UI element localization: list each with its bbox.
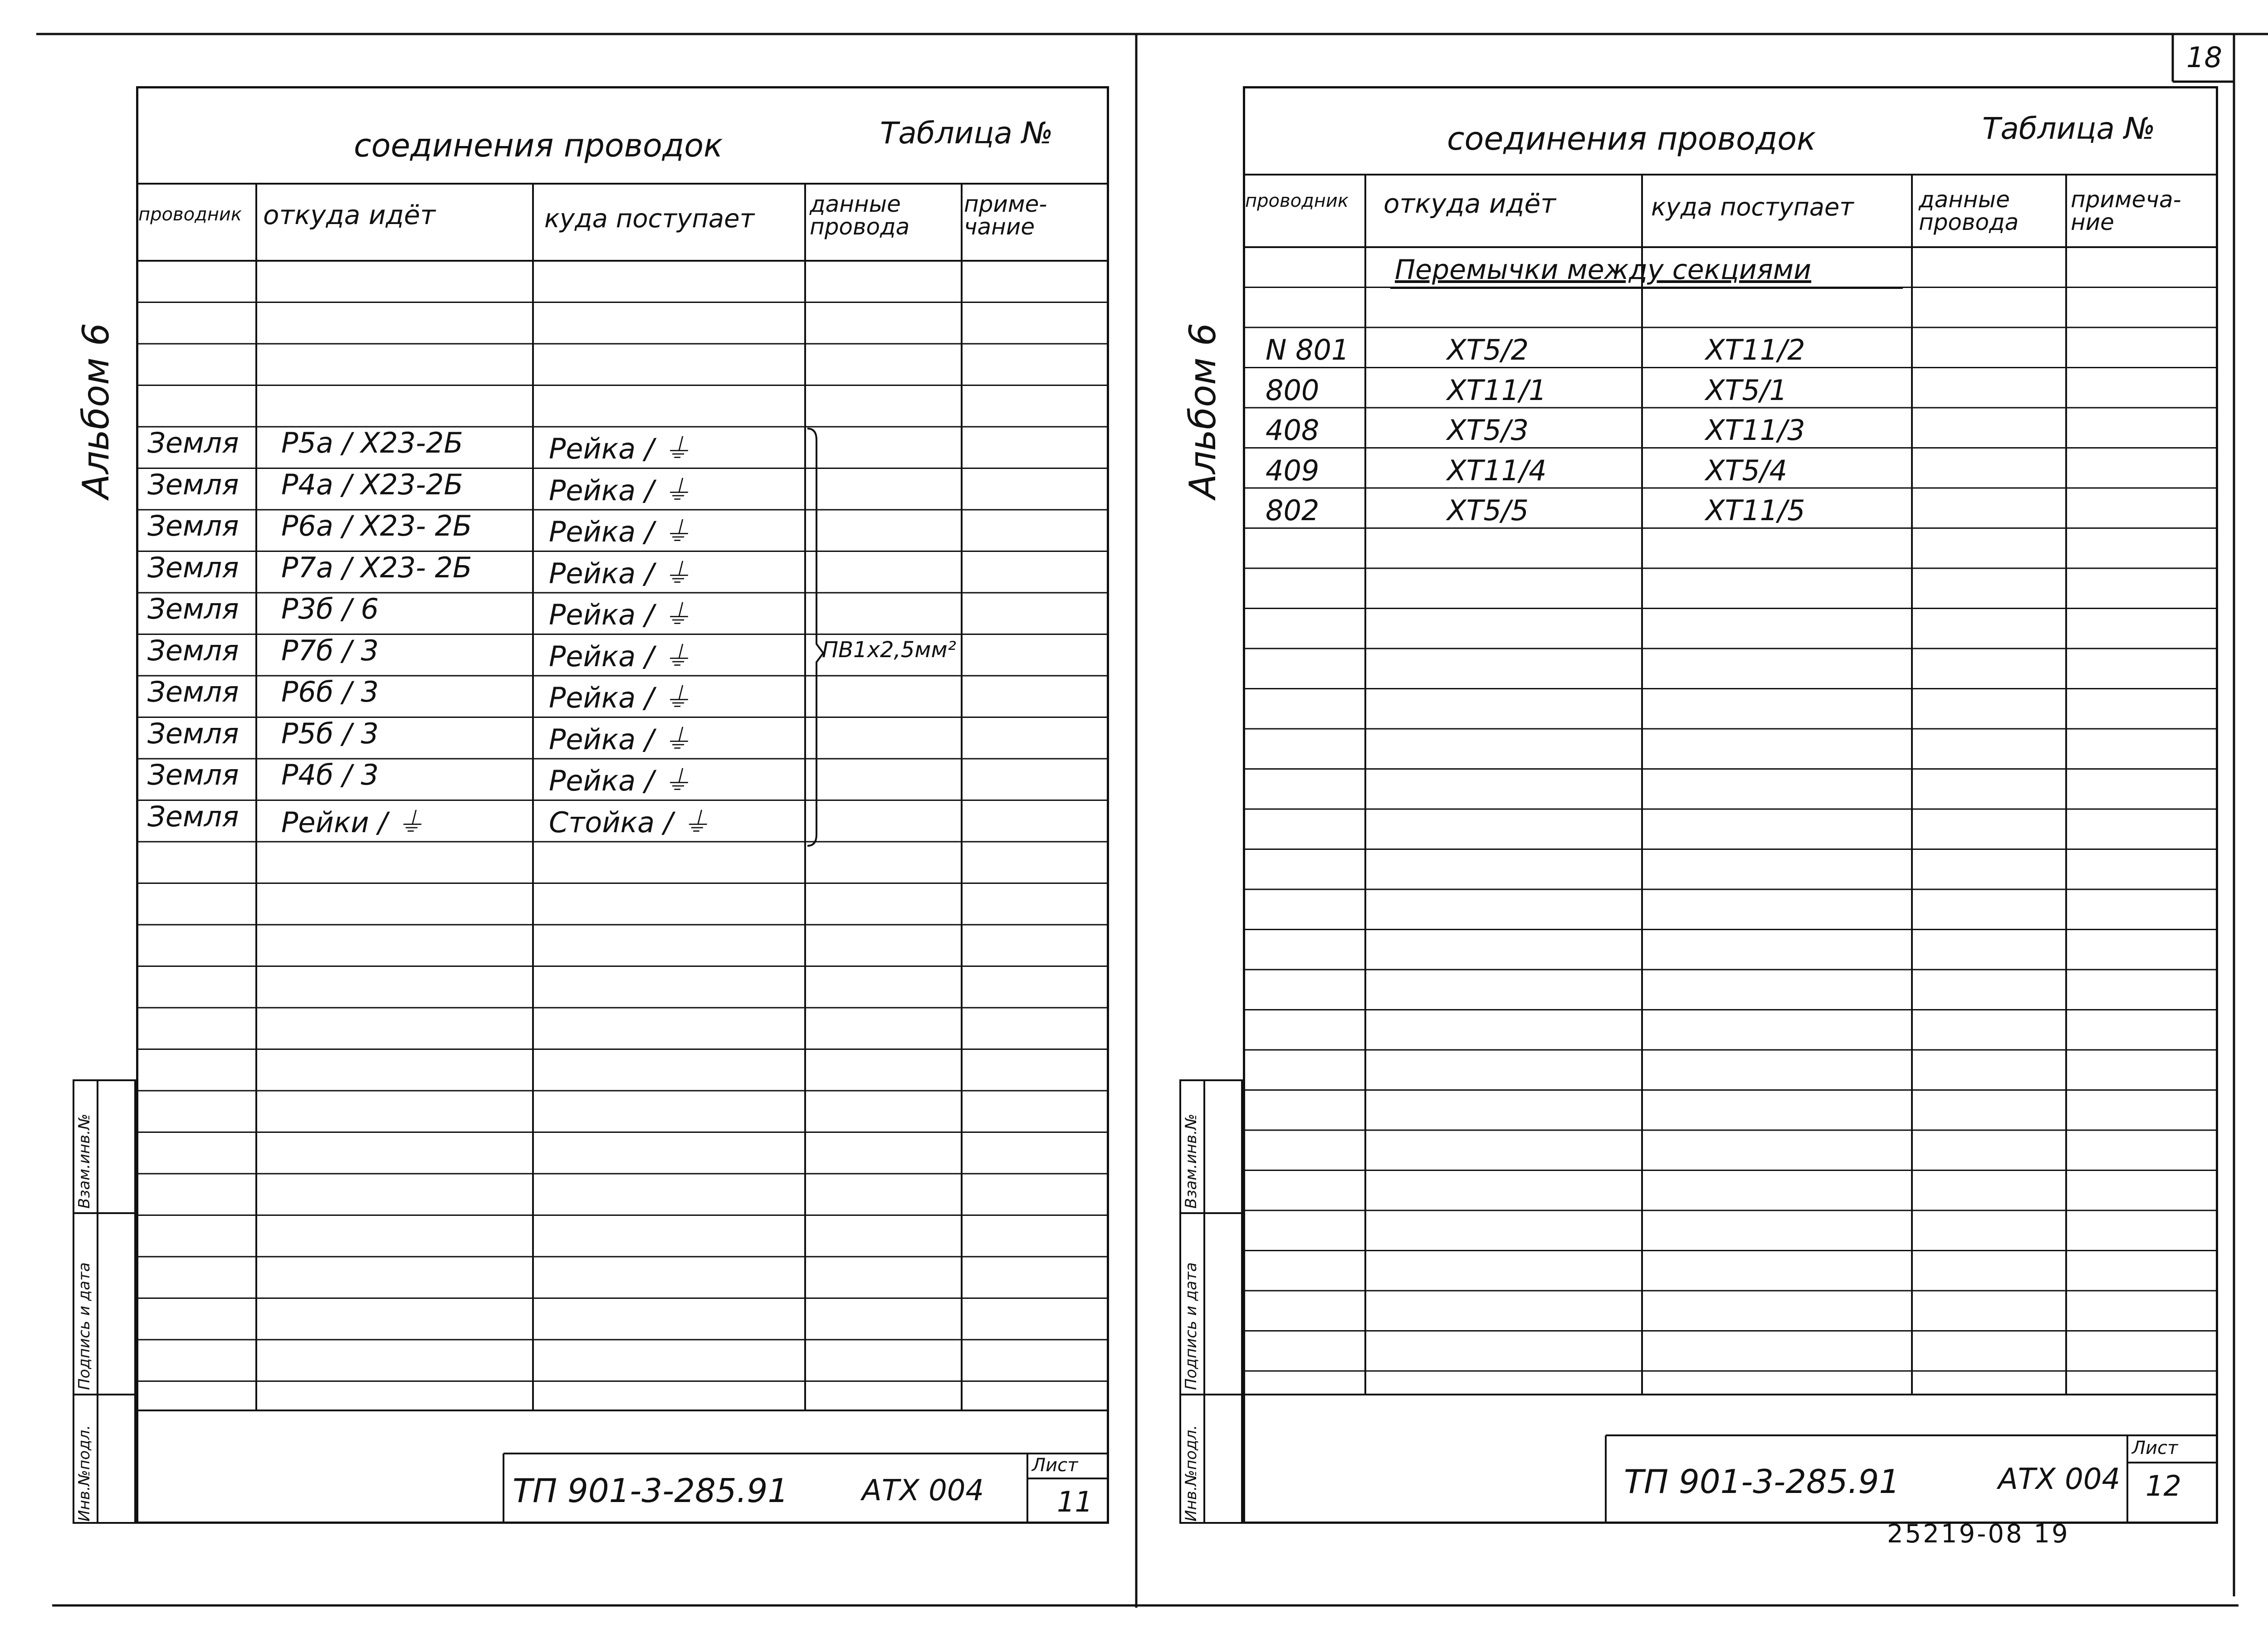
table-row-conductor: Земля [147,592,239,625]
left-stamp-sign: Подпись и дата [75,1262,93,1390]
left-stamp-replace: Взам.инв.№ [75,1113,93,1209]
table-row-from: Р6б / 3 [281,675,379,708]
table-row-conductor: Земля [147,426,239,459]
table-row-to: Рейка / ⏚ [549,473,691,507]
table-row-conductor: N 801 [1266,333,1349,366]
table-row-to: Стойка / ⏚ [549,805,710,839]
table-row-conductor: 409 [1266,454,1320,487]
table-row-from: Р5а / Х23-2Б [281,426,463,459]
table-row-to: Рейка / ⏚ [549,556,691,590]
right-title: соединения проводок [1447,120,1816,157]
table-row-conductor: 800 [1266,373,1320,407]
left-col-data: данные провода [810,191,910,240]
right-stamp-replace: Взам.инв.№ [1182,1113,1200,1209]
table-row-from: ХТ5/5 [1447,494,1529,527]
table-row-to: Рейка / ⏚ [549,432,691,465]
left-wire-data: ПВ1х2,5мм² [822,637,956,663]
left-sheet-number: 11 [1057,1485,1093,1518]
right-doc-code: ТП 901-3-285.91 [1624,1463,1900,1501]
table-row-from: Р6а / Х23- 2Б [281,509,472,542]
table-row-conductor: Земля [147,509,239,542]
right-subheading: Перемычки между секциями [1395,254,1812,286]
table-row-from: Рейки / ⏚ [281,805,425,839]
left-col-from: откуда идёт [263,200,435,230]
right-col-to: куда поступает [1651,193,1854,221]
table-row-from: ХТ11/4 [1447,454,1547,487]
left-title: соединения проводок [354,127,723,164]
left-col-to: куда поступает [544,204,755,234]
table-row-from: ХТ5/2 [1447,333,1529,366]
footer-code: 25219-08 19 [1887,1519,2070,1549]
left-album-label: Альбом 6 [75,323,117,499]
table-row-from: Р4а / Х23-2Б [281,468,463,501]
table-row-conductor: Земля [147,675,239,708]
table-row-to: Рейка / ⏚ [549,639,691,673]
right-sheet-number: 12 [2146,1469,2181,1502]
left-col-note: приме-чание [964,191,1047,240]
table-row-conductor: Земля [147,468,239,501]
table-row-conductor: Земля [147,551,239,584]
left-col-conductor: проводник [138,204,242,225]
right-col-note: примеча-ние [2071,186,2181,235]
table-row-to: Рейка / ⏚ [549,598,691,631]
table-row-conductor: Земля [147,758,239,791]
table-row-from: Р7а / Х23- 2Б [281,551,472,584]
table-row-conductor: Земля [147,800,239,833]
table-row-to: ХТ5/1 [1706,373,1788,407]
right-col-from: откуда идёт [1383,188,1556,219]
table-row-to: ХТ5/4 [1706,454,1788,487]
table-row-to: Рейка / ⏚ [549,681,691,714]
table-row-to: Рейка / ⏚ [549,722,691,756]
left-doc-code: ТП 901-3-285.91 [513,1472,789,1510]
table-row-from: Р3б / 6 [281,592,379,625]
page-number: 18 [2186,41,2222,74]
table-row-to: ХТ11/2 [1706,333,1805,366]
right-stamp-inv: Инв.№подл. [1182,1425,1200,1522]
table-row-to: Рейка / ⏚ [549,515,691,548]
table-row-to: Рейка / ⏚ [549,764,691,797]
right-table-no: Таблица № [1982,111,2156,146]
table-row-conductor: 408 [1266,414,1320,447]
table-row-to: ХТ11/3 [1706,414,1805,447]
table-row-to: ХТ11/5 [1706,494,1805,527]
table-row-from: Р4б / 3 [281,758,379,791]
right-col-conductor: проводник [1245,190,1349,211]
table-row-conductor: Земля [147,717,239,750]
right-col-data: данные провода [1919,186,2019,235]
table-row-conductor: Земля [147,634,239,667]
right-doc-part: АТХ 004 [1998,1463,2121,1496]
left-stamp-inv: Инв.№подл. [75,1425,93,1522]
left-doc-part: АТХ 004 [862,1474,984,1507]
left-sheet-label: Лист [1032,1455,1078,1476]
table-row-from: Р7б / 3 [281,634,379,667]
table-row-from: ХТ5/3 [1447,414,1529,447]
table-row-from: Р5б / 3 [281,717,379,750]
right-stamp-sign: Подпись и дата [1182,1262,1200,1390]
table-row-conductor: 802 [1266,494,1320,527]
table-row-from: ХТ11/1 [1447,373,1547,407]
left-table-no: Таблица № [880,116,1053,151]
right-album-label: Альбом 6 [1182,323,1224,499]
right-sheet-label: Лист [2132,1438,2178,1458]
